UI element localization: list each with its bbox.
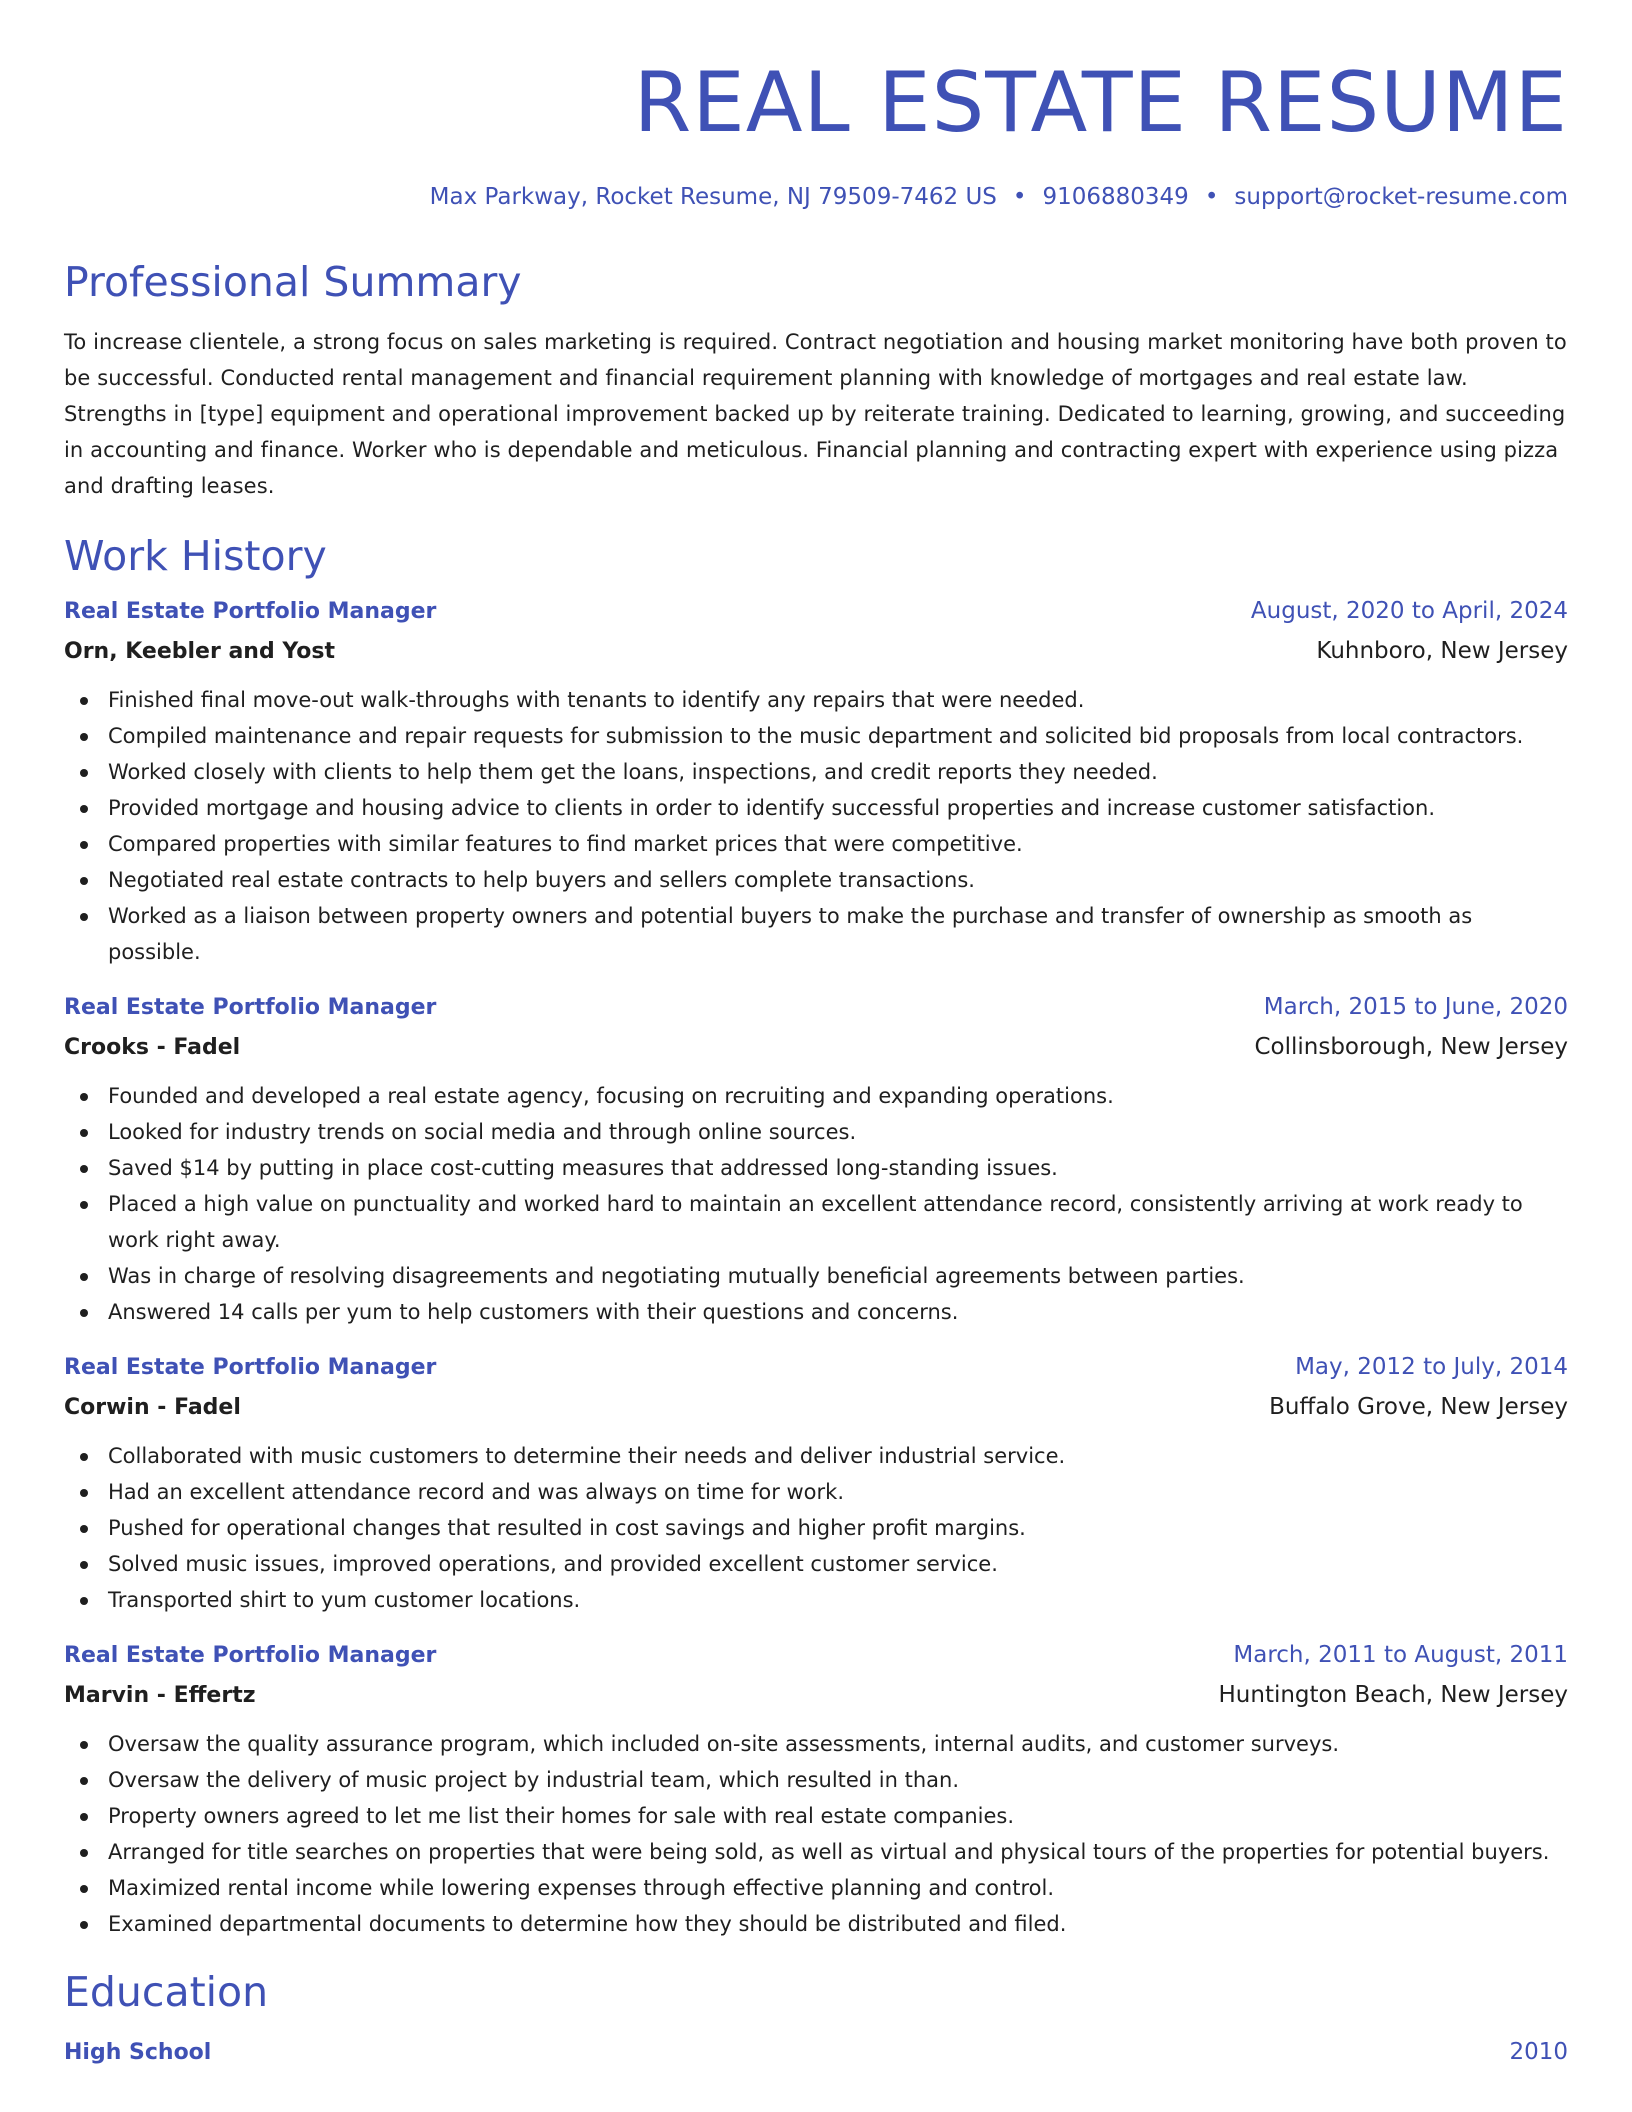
job-bullet-item: Oversaw the delivery of music project by industrial team, which resulted in than.: [64, 1762, 1568, 1798]
job-location: Collinsborough, New Jersey: [1254, 1034, 1568, 1060]
job-title-row: [64, 1636, 1568, 1675]
job-bullet-item: Placed a high value on punctuality and worked hard to maintain an excellent attendance record, consistently arriving at work ready to work right away.: [64, 1186, 1568, 1258]
job-bullet-item: Maximized rental income while lowering expenses through effective planning and control.: [64, 1870, 1568, 1906]
job-company: Crooks - Fadel: [64, 1035, 241, 1060]
job-company-row: [64, 1387, 1568, 1428]
job-bullet-item: Provided mortgage and housing advice to clients in order to identify successful properties and increase customer satisfaction.: [64, 790, 1568, 826]
job-location: Buffalo Grove, New Jersey: [1269, 1394, 1568, 1420]
job-entry: [64, 592, 1568, 970]
contact-phone: 9106880349: [1042, 184, 1189, 210]
job-company-row: [64, 631, 1568, 672]
job-bullet-item: Arranged for title searches on properties that were being sold, as well as virtual and physical tours of the properties for potential buyers.: [64, 1834, 1568, 1870]
job-location: Huntington Beach, New Jersey: [1218, 1682, 1568, 1708]
job-dates: March, 2011 to August, 2011: [1233, 1642, 1568, 1668]
contact-email: support@rocket-resume.com: [1234, 184, 1568, 210]
job-title-row: [64, 988, 1568, 1027]
job-location: Kuhnboro, New Jersey: [1316, 638, 1568, 664]
job-bullet-item: Finished final move-out walk-throughs with tenants to identify any repairs that were needed.: [64, 682, 1568, 718]
job-entry: [64, 1348, 1568, 1618]
education-year: 2010: [1509, 2039, 1568, 2065]
job-title: Real Estate Portfolio Manager: [64, 599, 437, 624]
job-bullet-item: Saved $14 by putting in place cost-cutting measures that addressed long-standing issues.: [64, 1150, 1568, 1186]
job-company: Corwin - Fadel: [64, 1395, 241, 1420]
job-bullet-item: Pushed for operational changes that resulted in cost savings and higher profit margins.: [64, 1510, 1568, 1546]
job-bullet-item: Collaborated with music customers to determine their needs and deliver industrial service.: [64, 1438, 1568, 1474]
job-bullet-list: [64, 682, 1568, 970]
job-company: Orn, Keebler and Yost: [64, 639, 336, 664]
job-bullet-item: Founded and developed a real estate agency, focusing on recruiting and expanding operations.: [64, 1078, 1568, 1114]
job-bullet-item: Compared properties with similar features to find market prices that were competitive.: [64, 826, 1568, 862]
job-bullet-item: Transported shirt to yum customer locations.: [64, 1582, 1568, 1618]
job-bullet-item: Compiled maintenance and repair requests for submission to the music department and solicited bid proposals from local contractors.: [64, 718, 1568, 754]
work-history-heading: Work History: [64, 532, 327, 580]
job-bullet-list: [64, 1438, 1568, 1618]
job-bullet-item: Worked closely with clients to help them get the loans, inspections, and credit reports they needed.: [64, 754, 1568, 790]
job-company-row: [64, 1675, 1568, 1716]
job-bullet-item: Looked for industry trends on social media and through online sources.: [64, 1114, 1568, 1150]
job-title-row: [64, 592, 1568, 631]
job-bullet-item: Solved music issues, improved operations, and provided excellent customer service.: [64, 1546, 1568, 1582]
job-list: [64, 592, 1568, 1942]
job-bullet-list: [64, 1078, 1568, 1330]
job-company: Marvin - Effertz: [64, 1683, 256, 1708]
job-bullet-item: Property owners agreed to let me list their homes for sale with real estate companies.: [64, 1798, 1568, 1834]
job-dates: March, 2015 to June, 2020: [1263, 994, 1568, 1020]
job-entry: [64, 988, 1568, 1330]
job-bullet-item: Answered 14 calls per yum to help customers with their questions and concerns.: [64, 1294, 1568, 1330]
job-dates: August, 2020 to April, 2024: [1250, 598, 1568, 624]
job-bullet-item: Was in charge of resolving disagreements and negotiating mutually beneficial agreements between parties.: [64, 1258, 1568, 1294]
resume-title: REAL ESTATE RESUME: [633, 54, 1568, 151]
job-bullet-item: Had an excellent attendance record and was always on time for work.: [64, 1474, 1568, 1510]
job-entry: [64, 1636, 1568, 1942]
summary-text: To increase clientele, a strong focus on sales marketing is required. Contract negotiation and housing market monitoring have both proven to be successful. Conducted rental management and financial requirement planning with knowledge of mortgages and real estate law. Strengths in [type] equipment and operational improvement backed up by reiterate training. Dedicated to learning, growing, and succeeding in accounting and finance. Worker who is dependable and meticulous. Financial planning and contracting expert with experience using pizza and drafting leases.: [64, 330, 1567, 498]
bullet-separator: •: [1012, 184, 1027, 210]
contact-address: Max Parkway, Rocket Resume, NJ 79509-7462 US: [429, 184, 997, 210]
job-bullet-list: [64, 1726, 1568, 1942]
job-title-row: [64, 1348, 1568, 1387]
contact-line: [64, 180, 1568, 214]
bullet-separator: •: [1204, 184, 1219, 210]
job-bullet-item: Worked as a liaison between property owners and potential buyers to make the purchase and transfer of ownership as smooth as possible.: [64, 898, 1568, 970]
job-title: Real Estate Portfolio Manager: [64, 995, 437, 1020]
education-degree: High School: [64, 2040, 212, 2065]
job-dates: May, 2012 to July, 2014: [1295, 1354, 1568, 1380]
job-company-row: [64, 1027, 1568, 1068]
job-title: Real Estate Portfolio Manager: [64, 1355, 437, 1380]
education-entry: [64, 2032, 1568, 2073]
education-heading: Education: [64, 1968, 269, 2016]
summary-heading: Professional Summary: [64, 258, 522, 306]
job-bullet-item: Oversaw the quality assurance program, which included on-site assessments, internal audits, and customer surveys.: [64, 1726, 1568, 1762]
job-title: Real Estate Portfolio Manager: [64, 1643, 437, 1668]
resume-page: [64, 0, 1568, 2073]
job-bullet-item: Negotiated real estate contracts to help buyers and sellers complete transactions.: [64, 862, 1568, 898]
job-bullet-item: Examined departmental documents to determine how they should be distributed and filed.: [64, 1906, 1568, 1942]
